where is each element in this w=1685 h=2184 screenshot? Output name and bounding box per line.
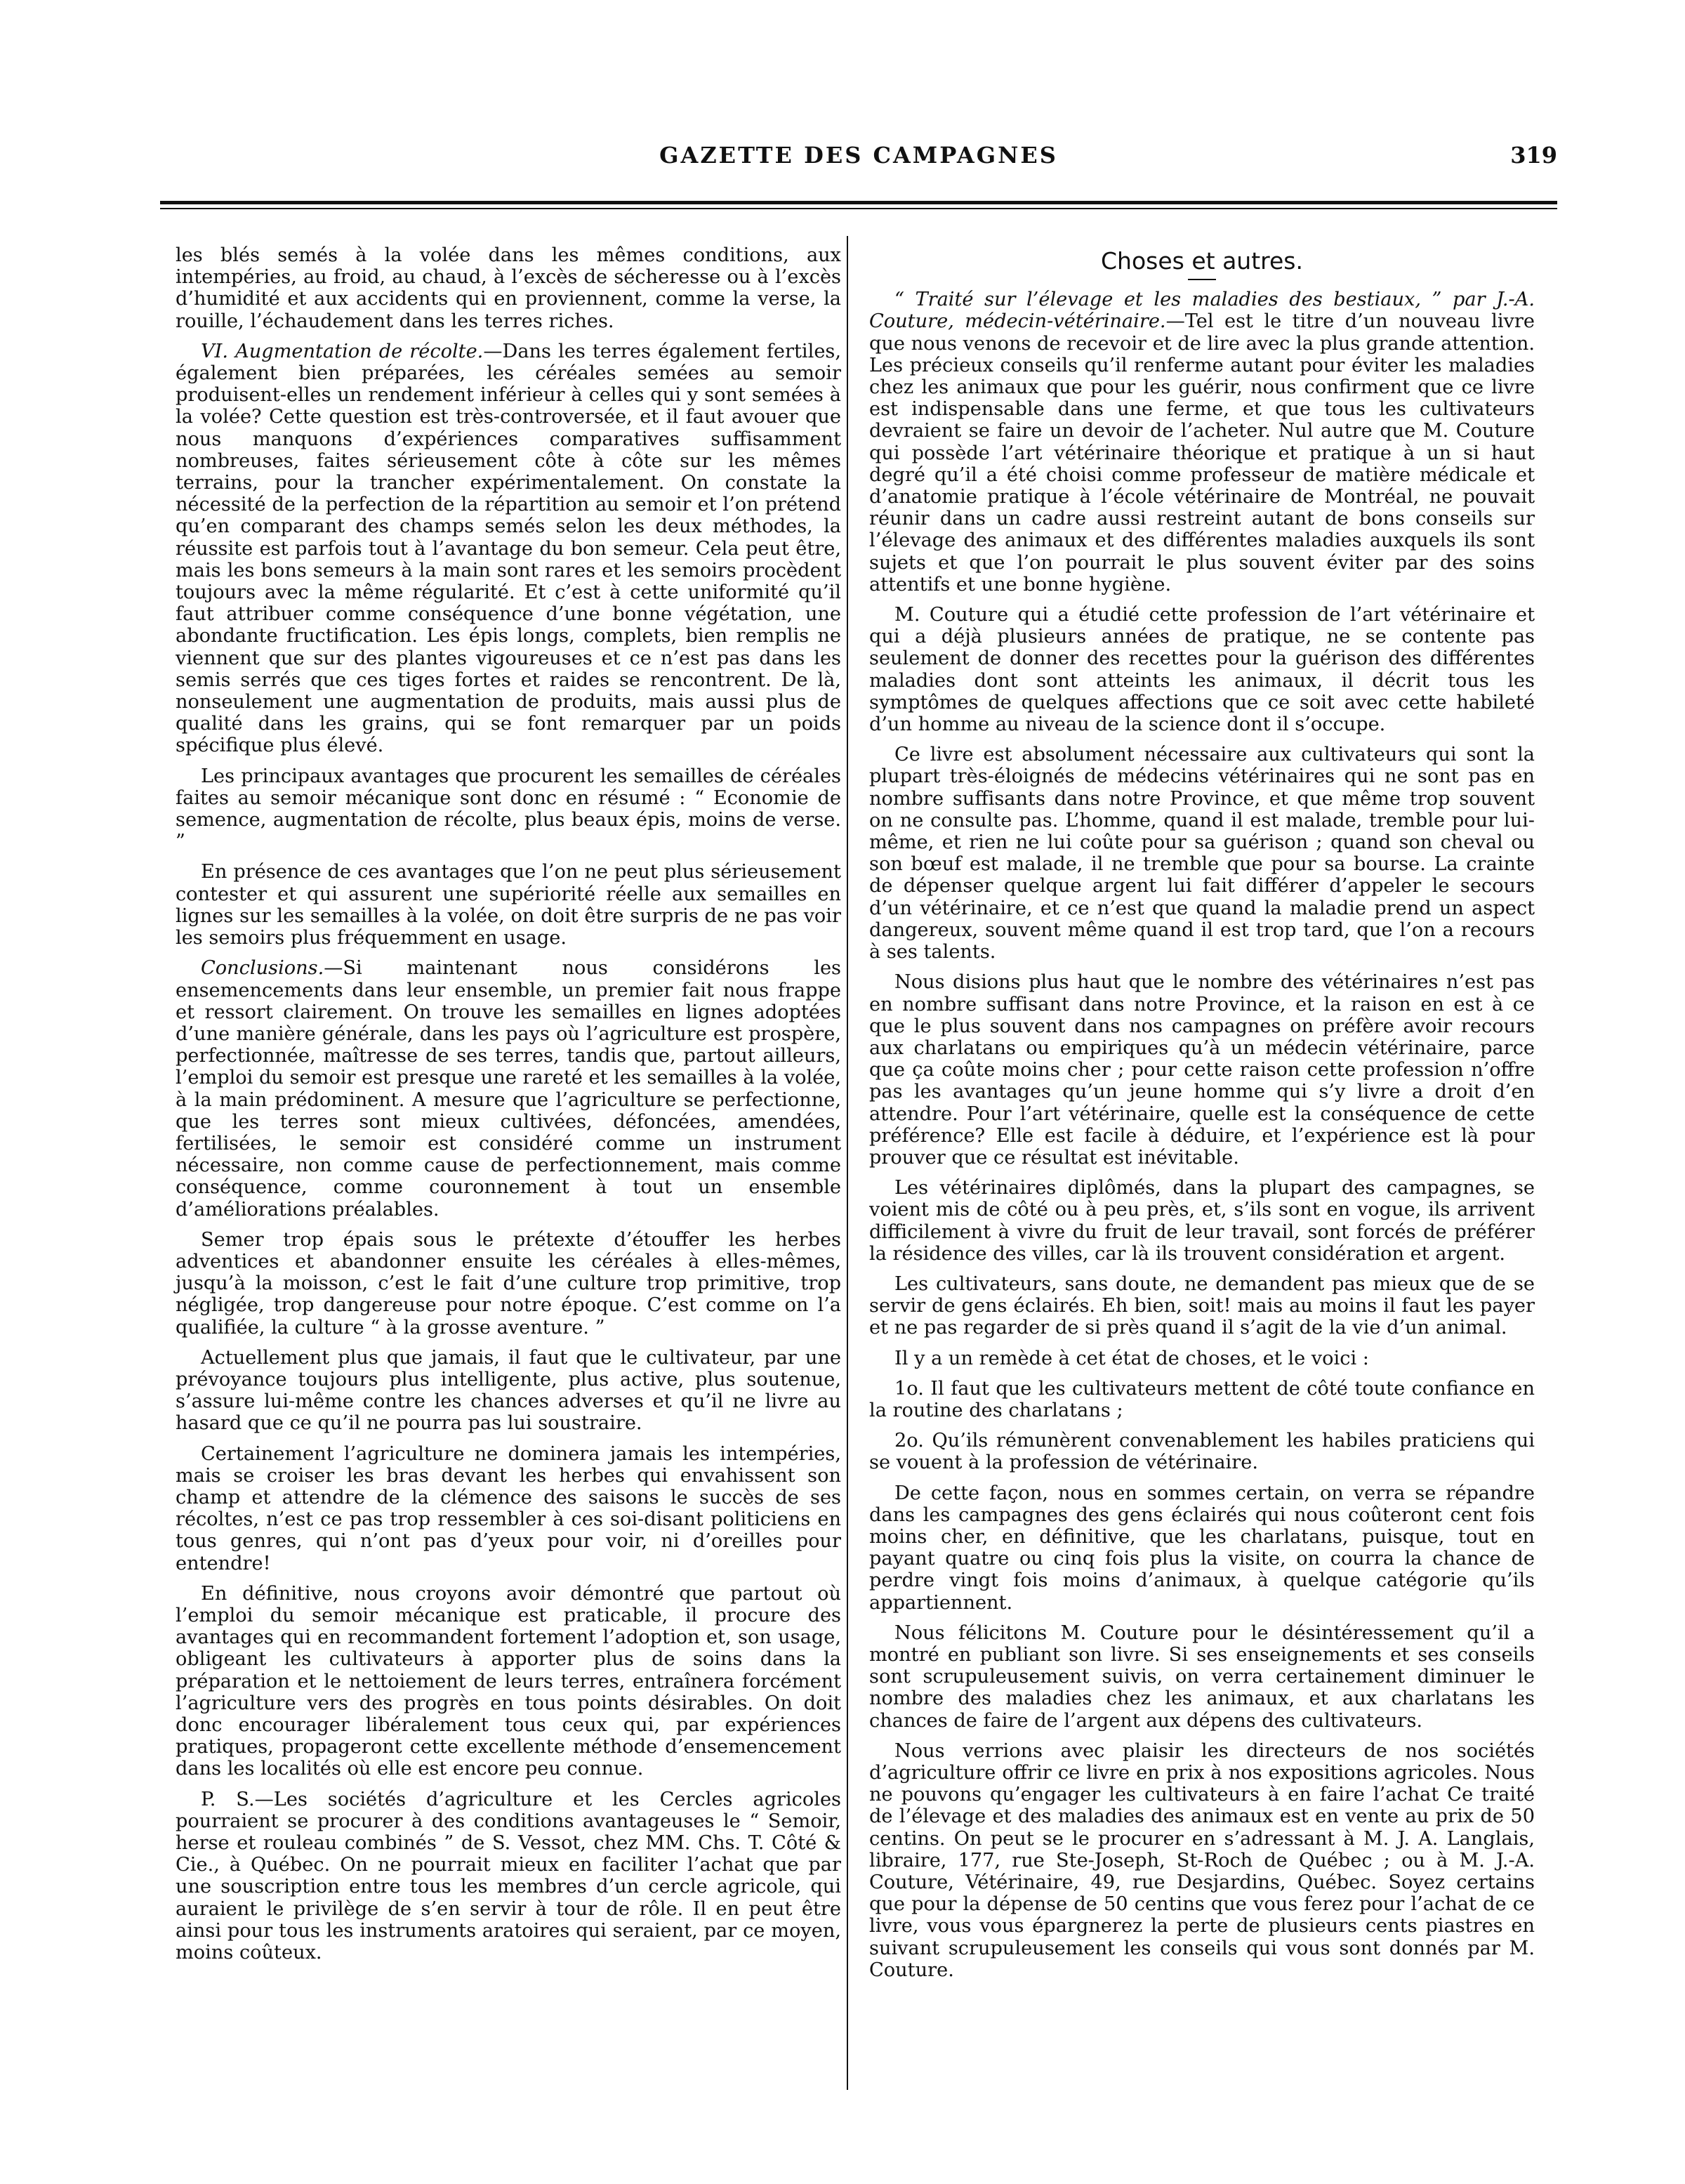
paragraph: Les cultivateurs, sans doute, ne demandent pas mieux que de se servir de gens éclairés. Eh bien, soit! mais au moins il faut les payer et ne pas regarder de si près quand il s’agit de la vie d’un animal. bbox=[869, 1272, 1535, 1339]
paragraph-text: —Si maintenant nous considérons les ensemencements dans leur ensemble, un premier fait nous frappe et ressort clairement. On trouve les semailles en lignes adoptées d’une manière générale, dans les pays où l’agriculture est prospère, perfectionnée, maîtresse de ses terres, tandis que, partout ailleurs, l’emploi du semoir est presque une rareté et les semailles à la volée, à la main prédominent. A mesure que l’agriculture se perfectionne, que les terres sont mieux cultivées, défoncées, amendées, fertilisées, le semoir est considéré comme un instrument nécessaire, non comme cause de perfectionnement, mais comme conséquence, comme couronnement à tout un ensemble d’améliorations préalables. bbox=[176, 957, 841, 1221]
paragraph-lead: VI. Augmentation de récolte. bbox=[201, 340, 484, 362]
paragraph-text: —Les sociétés d’agriculture et les Cercles agricoles pourraient se procurer à des conditions avantageuses le “ Semoir, herse et rouleau combinés ” de S. Vessot, chez MM. Chs. T. Côté & Cie., à Québec. On ne pourrait mieux en faciliter l’achat que par une souscription entre tous les membres d’un cercle agricole, qui auraient le privilège de s’en servir à tour de rôle. Il en peut être ainsi pour tous les instruments aratoires qui seraient, par ce moyen, moins coûteux. bbox=[176, 1788, 841, 1964]
paragraph bbox=[176, 341, 841, 757]
paragraph bbox=[176, 1789, 841, 1964]
paragraph: Nous verrions avec plaisir les directeurs de nos sociétés d’agriculture offrir ce livre en prix à nos expositions agricoles. Nous ne pouvons qu’engager les cultivateurs à en faire l’achat Ce traité de l’élevage et des maladies des animaux est en vente au prix de 50 centins. On peut se le procurer en s’adressant à M. J. A. Langlais, libraire, 177, rue Ste-Joseph, St-Roch de Québec ; ou à M. J.-A. Couture, Vétérinaire, 49, rue Desjardins, Québec. Soyez certains que pour la dépense de 50 centins que vous ferez pour l’achat de ce livre, vous vous épargnerez la perte de plusieurs cents piastres en suivant scrupuleusement les conseils qui vous sont donnés par M. Couture. bbox=[869, 1739, 1535, 1981]
paragraph-lead: “ Traité sur l’élevage et les maladies des bestiaux, ” par J.-A. Couture, médecin-vétérinaire. bbox=[869, 289, 1535, 333]
paragraph: 2o. Qu’ils rémunèrent convenablement les habiles praticiens qui se vouent à la profession de vétérinaire. bbox=[869, 1430, 1535, 1474]
paragraph: Nous félicitons M. Couture pour le désintéressement qu’il a montré en publiant son livre. Si ses enseignements et ses conseils sont scrupuleusement suivis, on verra certainement diminuer le nombre des maladies chez les animaux, et aux charlatans les chances de faire de l’argent aux dépens des cultivateurs. bbox=[869, 1621, 1535, 1732]
left-column bbox=[176, 244, 841, 1972]
paragraph: En présence de ces avantages que l’on ne peut plus sérieusement contester et qui assurent une supériorité réelle aux semailles en lignes sur les semailles à la volée, on doit être surpris de ne pas voir les semoirs plus fréquemment en usage. bbox=[176, 861, 841, 949]
journal-title: GAZETTE DES CAMPAGNES bbox=[659, 142, 1058, 169]
paragraph-text: —Tel est le titre d’un nouveau livre que nous venons de recevoir et de lire avec la plus grande attention. Les précieux conseils qu’il renferme autant pour éviter les maladies chez les animaux que pour les guérir, nous confirment que ce livre est indispensable dans une ferme, et que tous les cultivateurs devraient se faire un devoir de l’acheter. Nul autre que M. Couture qui possède l’art vétérinaire théorique et pratique à un si haut degré qu’il a été choisi comme professeur de matière médicale et d’anatomie pratique à l’école vétérinaire de Montréal, ne pouvait réunir dans un cadre aussi restreint autant de bons conseils sur l’élevage des animaux et des différentes maladies auxquels ils sont sujets et que l’on pourrait le plus souvent éviter par des soins attentifs et une bonne hygiène. bbox=[869, 310, 1535, 596]
paragraph-lead: Conclusions. bbox=[201, 957, 324, 980]
section-title: Choses et autres. bbox=[1101, 247, 1303, 275]
paragraph: Certainement l’agriculture ne dominera jamais les intempéries, mais se croiser les bras devant les herbes qui envahissent son champ et attendre de la clémence des saisons le succès de ses récoltes, n’est ce pas trop ressembler à ces soi-disant politiciens en tous genres, qui n’ont pas d’yeux pour voir, ni d’oreilles pour entendre! bbox=[176, 1442, 841, 1574]
paragraph: 1o. Il faut que les cultivateurs mettent de côté toute confiance en la routine des charlatans ; bbox=[869, 1377, 1535, 1421]
page-number: 319 bbox=[1510, 142, 1557, 169]
paragraph: Nous disions plus haut que le nombre des vétérinaires n’est pas en nombre suffisant dans notre Province, et la raison en est à ce que le plus souvent dans nos campagnes on préfère avoir recours aux charlatans ou empiriques qu’à un médecin vétérinaire, parce que ça coûte moins cher ; pour cette raison cette profession n’offre pas les avantages qu’un jeune homme qui s’y livre a droit d’en attendre. Pour l’art vétérinaire, quelle est la conséquence de cette préférence? Elle est facile à déduire, et l’expérience est là pour prouver que ce résultat est inévitable. bbox=[869, 971, 1535, 1169]
header-rule-thin bbox=[160, 208, 1557, 209]
paragraph: M. Couture qui a étudié cette profession de l’art vétérinaire et qui a déjà plusieurs années de pratique, ne se contente pas seulement de donner des recettes pour la guérison des différentes maladies dont sont atteints les animaux, il décrit tous les symptômes de quelques affections que ce soit avec cette habileté d’un homme au niveau de la science dont il s’occupe. bbox=[869, 604, 1535, 736]
paragraph: Ce livre est absolument nécessaire aux cultivateurs qui sont la plupart très-éloignés de médecins vétérinaires qui ne sont pas en nombre suffisants dans notre Province, et que même trop souvent on ne consulte pas. L’homme, quand il est malade, tremble pour lui-même, et rien ne lui coûte pour sa guérison ; quand son cheval ou son bœuf est malade, il ne tremble que pour sa bourse. La crainte de dépenser quelque argent lui fait différer d’appeler le secours d’un vétérinaire, et ce n’est que quand la maladie prend un aspect dangereux, souvent même quand il est trop tard, que l’on a recours à ses talents. bbox=[869, 744, 1535, 963]
paragraph-text: —Dans les terres également fertiles, également bien préparées, les céréales semées au semoir produisent-elles un rendement inférieur à celles qui y sont semées à la volée? Cette question est très-controversée, et il faut avouer que nous manquons d’expériences comparatives suffisamment nombreuses, faites sérieusement côte à côte sur les mêmes terrains, pour la trancher expérimentalement. On constate la nécessité de la perfection de la répartition au semoir et l’on prétend qu’en comparant des champs semés selon les deux méthodes, la réussite est parfois tout à l’avantage du bon semeur. Cela peut être, mais les bons semeurs à la main sont rares et les semoirs procèdent toujours avec la même régularité. Et c’est à cette uniformité qu’il faut attribuer comme conséquence d’une bonne végétation, une abondante fructification. Les épis longs, complets, bien remplis ne viennent que sur des plantes vigoureuses et ce n’est pas dans les semis serrés que ces tiges fortes et raides se rencontrent. De là, nonseulement une augmentation de produits, mais aussi plus de qualité dans les grains, qui se font remarquer par un poids spécifique plus élevé. bbox=[176, 340, 842, 757]
paragraph: En définitive, nous croyons avoir démontré que partout où l’emploi du semoir mécanique est praticable, il procure des avantages qui en recommandent fortement l’adoption et, son usage, obligeant les cultivateurs à apporter plus de soins dans la préparation et le nettoiement de leurs terres, entraînera forcément l’agriculture vers des progrès en tous points désirables. On doit donc encourager libéralement tous ceux qui, par expériences pratiques, propageront cette excellente méthode d’ensemencement dans les localités où elle est encore peu connue. bbox=[176, 1582, 841, 1780]
paragraph-lead: P. S. bbox=[201, 1788, 255, 1810]
paragraph: Semer trop épais sous le prétexte d’étouffer les herbes adventices et abandonner ensuite les céréales à elles-mêmes, jusqu’à la moisson, c’est le fait d’une culture trop primitive, trop négligée, trop dangereuse pour notre époque. C’est comme on l’a qualifiée, la culture “ à la grosse aventure. ” bbox=[176, 1228, 841, 1338]
page-header bbox=[160, 142, 1557, 170]
paragraph: les blés semés à la volée dans les mêmes conditions, aux intempéries, au froid, au chaud, à l’excès de sécheresse ou à l’excès d’humidité et aux accidents qui en proviennent, comme la verse, la rouille, l’échaudement dans les terres riches. bbox=[176, 244, 841, 332]
paragraph: De cette façon, nous en sommes certain, on verra se répandre dans les campagnes des gens éclairés qui nous coûteront cent fois moins cher, en définitive, que les charlatans, puisque, tout en payant quatre ou cinq fois plus la visite, on courra la chance de perdre vingt fois moins d’animaux, à quelque catégorie qu’ils appartiennent. bbox=[869, 1482, 1535, 1614]
paragraph: Les principaux avantages que procurent les semailles de céréales faites au semoir mécanique sont donc en résumé : “ Economie de semence, augmentation de récolte, plus beaux épis, moins de verse. ” bbox=[176, 765, 841, 853]
right-column bbox=[869, 244, 1535, 1989]
paragraph: Actuellement plus que jamais, il faut que le cultivateur, par une prévoyance toujours plus intelligente, plus active, plus soutenue, s’assure lui-même contre les chances adverses et qu’il ne livre au hasard que ce qu’il ne pourra pas lui soustraire. bbox=[176, 1346, 841, 1435]
paragraph bbox=[176, 957, 841, 1220]
title-dash bbox=[1188, 279, 1216, 280]
header-rule-thick bbox=[160, 201, 1557, 204]
paragraph bbox=[869, 289, 1535, 596]
paragraph: Il y a un remède à cet état de choses, et le voici : bbox=[894, 1347, 1369, 1369]
paragraph: Les vétérinaires diplômés, dans la plupart des campagnes, se voient mis de côté ou à peu près, et, s’ils sont en vogue, ils arrivent difficilement à vivre du fruit de leur travail, sont forcés de préférer la résidence des villes, car là ils trouvent considération et argent. bbox=[869, 1177, 1535, 1265]
column-divider bbox=[847, 236, 848, 2090]
